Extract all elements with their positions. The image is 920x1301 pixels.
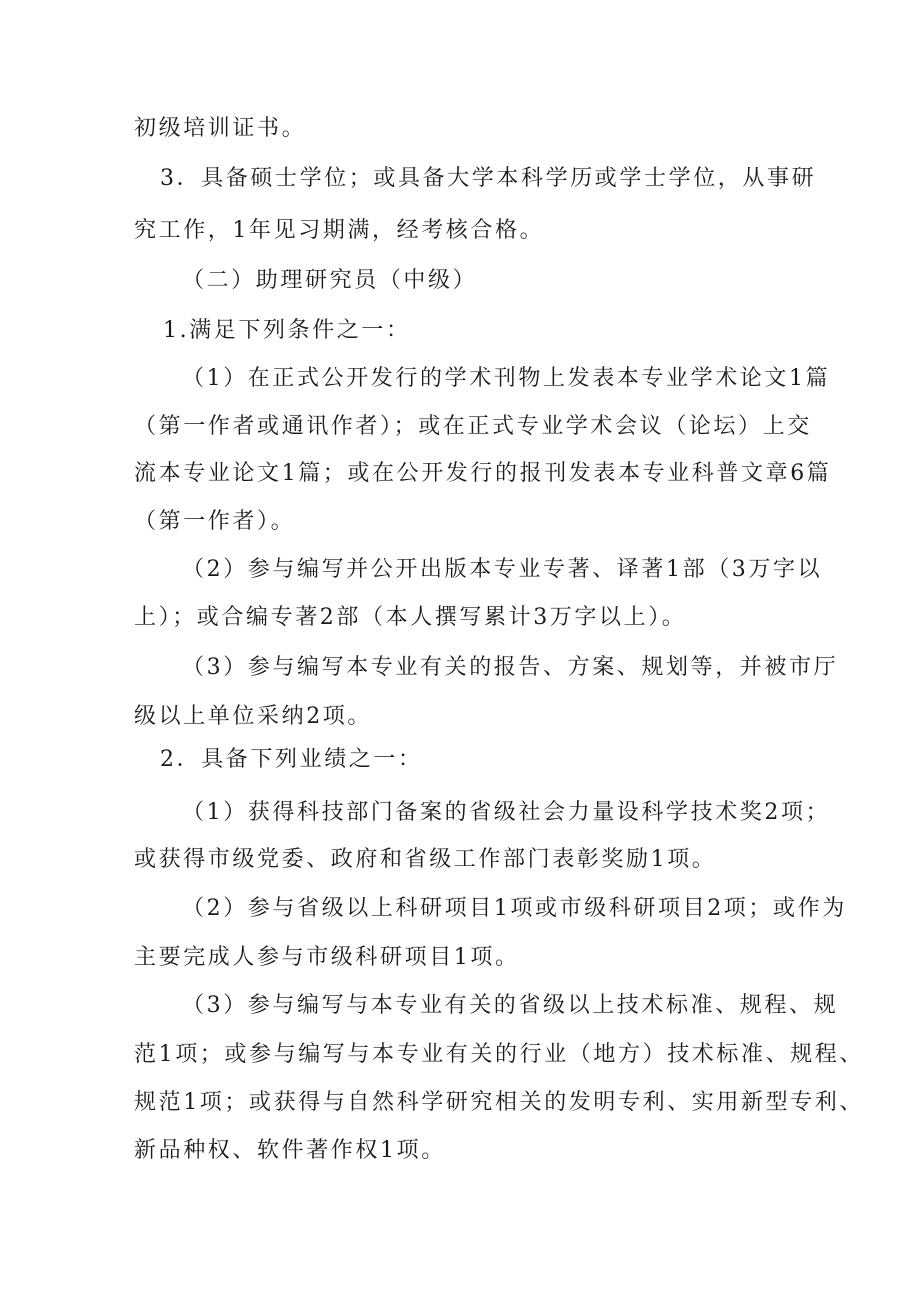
text-line: 级以上单位采纳2项。 xyxy=(134,704,372,729)
text-line: 新品种权、软件著作权1项。 xyxy=(134,1138,446,1163)
text-line: （1）获得科技部门备案的省级社会力量设科学技术奖2项； xyxy=(182,800,831,825)
text-line: （3）参与编写与本专业有关的省级以上技术标准、规程、规 xyxy=(182,993,839,1018)
text-line: 初级培训证书。 xyxy=(134,116,307,141)
section-heading: （二）助理研究员（中级） xyxy=(182,268,478,293)
text-line: 3．具备硕士学位；或具备大学本科学历或学士学位，从事研 xyxy=(160,166,817,191)
text-line: 2．具备下列业绩之一： xyxy=(160,747,423,772)
text-line: （2）参与编写并公开出版本专业专著、译著1部（3万字以 xyxy=(182,557,823,582)
text-line: 规范1项；或获得与自然科学研究相关的发明专利、实用新型专利、 xyxy=(134,1090,864,1115)
text-line: 范1项；或参与编写与本专业有关的行业（地方）技术标准、规程、 xyxy=(134,1042,864,1067)
text-line: （3）参与编写本专业有关的报告、方案、规划等，并被市厅 xyxy=(182,655,839,680)
text-line: （1）在正式公开发行的学术刊物上发表本专业学术论文1篇 xyxy=(182,366,831,391)
text-line: 或获得市级党委、政府和省级工作部门表彰奖励1项。 xyxy=(134,847,717,872)
text-line: （第一作者或通讯作者）；或在正式专业学术会议（论坛）上交 xyxy=(134,414,812,439)
text-line: 究工作，1年见习期满，经考核合格。 xyxy=(134,218,545,243)
text-line: 1.满足下列条件之一： xyxy=(163,318,411,343)
text-line: 上）；或合编专著2部（本人撰写累计3万字以上）。 xyxy=(134,605,687,630)
text-line: 流本专业论文1篇；或在公开发行的报刊发表本专业科普文章6篇 xyxy=(134,461,832,486)
text-line: （第一作者）。 xyxy=(134,509,296,534)
text-line: 主要完成人参与市级科研项目1项。 xyxy=(134,945,520,970)
text-line: （2）参与省级以上科研项目1项或市级科研项目2项；或作为 xyxy=(182,896,847,921)
